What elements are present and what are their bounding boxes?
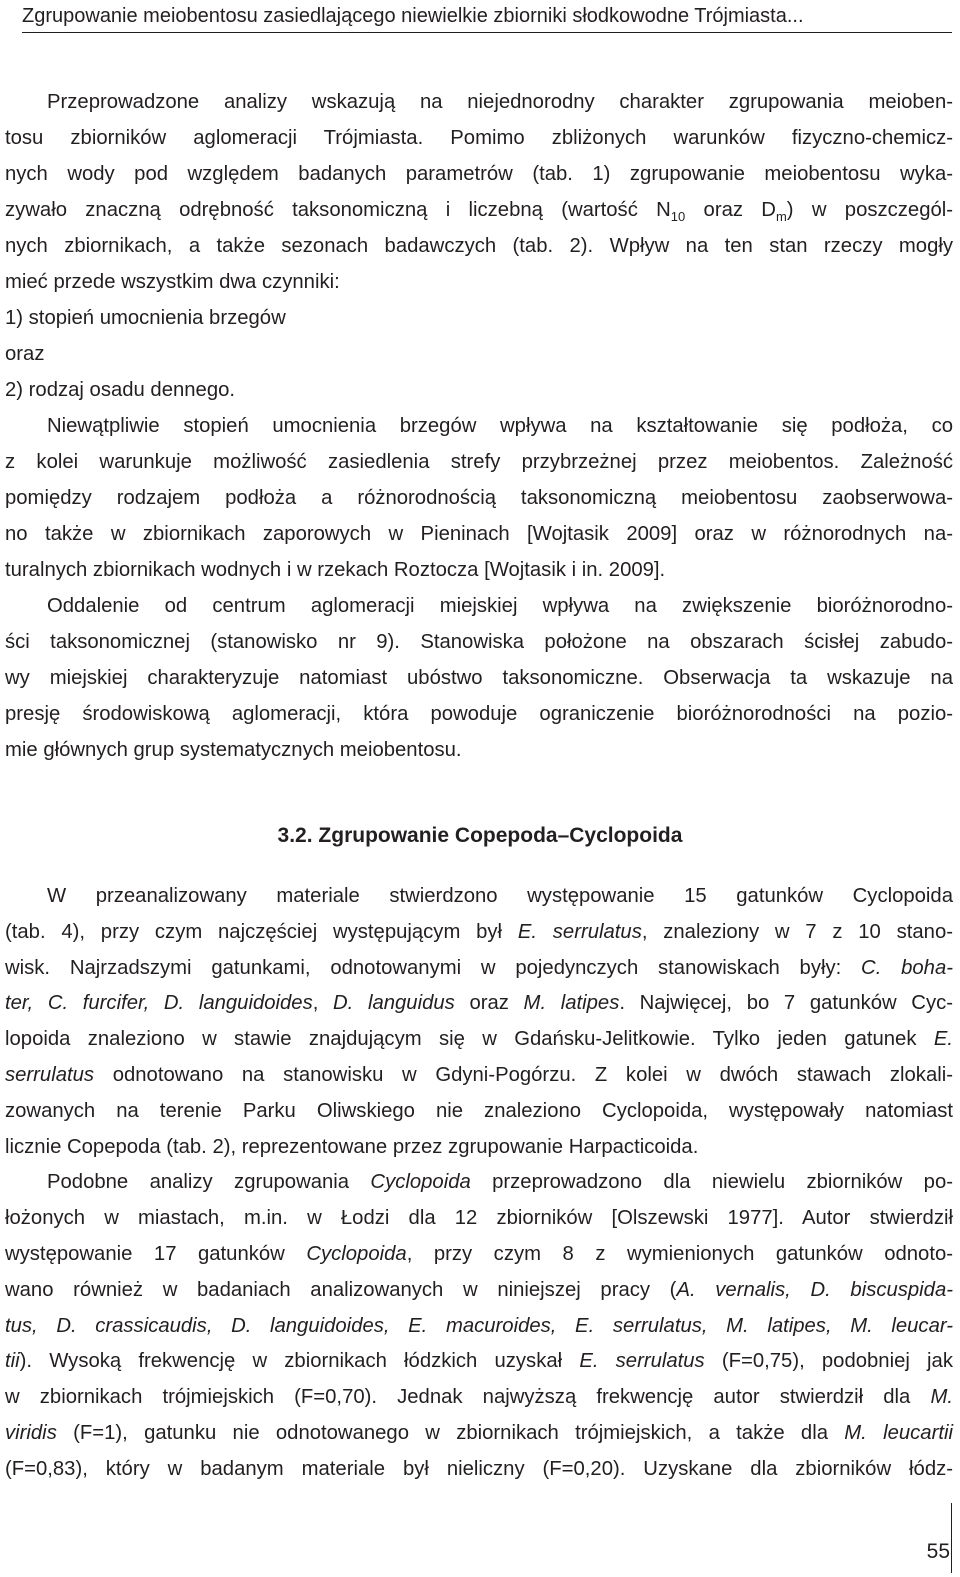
text-line [5,985,953,1021]
text-run: presję środowiskową aglomeracji, która powoduje ograniczenie bioróżnorodności na pozio- [5,703,953,725]
italic-text: M. leucartii [844,1422,953,1444]
italic-text: tii [5,1350,20,1373]
italic-text: viridis [5,1422,57,1444]
text-run: licznie Copepoda (tab. 2), reprezentowane przez zgrupowanie Harpacticoida. [5,1135,699,1158]
text-run: mie głównych grup systematycznych meiobentosu. [5,739,462,761]
text-line [5,1451,953,1487]
text-line [5,264,953,300]
text-line [5,1272,953,1308]
italic-text: M. latipes [523,992,620,1015]
text-run: nych zbiornikach, a także sezonach badawczych (tab. 2). Wpływ na ten stan rzeczy mogły [5,235,953,257]
text-line [5,1200,953,1236]
text-line [5,1379,953,1415]
text-line [5,1415,953,1451]
text-run: Przeprowadzone analizy wskazują na niejednorodny charakter zgrupowania meioben- [47,91,953,113]
text-line [47,1164,953,1200]
text-line [5,1343,953,1379]
text-line [5,950,953,986]
text-run: (F=1), gatunku nie odnotowanego w zbiornikach trójmiejskich, a także dla [56,1422,845,1444]
text-line [5,624,953,660]
italic-text: C. boha- [861,956,953,979]
text-line [47,878,953,914]
text-run: występowanie 17 gatunków [5,1243,307,1265]
text-run: (F=0,83), który w badanym materiale był nieliczny (F=0,20). Uzyskane dla zbiorników łódz- [5,1457,953,1480]
text-run: , znaleziony w 7 z 10 stano- [641,920,953,943]
text-line [5,1308,953,1344]
text-line [5,156,953,192]
text-run: Oddalenie od centrum aglomeracji miejskiej wpływa na zwiększenie bioróżnorodno- [47,595,953,617]
text-run: łożonych w miastach, m.in. w Łodzi dla 12 zbiorników [Olszewski 1977]. Autor stwierdził [5,1207,953,1230]
margin-rule [951,1503,952,1573]
text-run: zywało znaczną odrębność taksonomiczną i liczebną (wartość N [5,199,671,221]
text-run: (F=0,75), podobniej jak [704,1350,953,1373]
text-run: przeprowadzono dla niewielu zbiorników po- [470,1171,953,1194]
text-line [5,696,953,732]
italic-text: Cyclopoida [370,1171,471,1194]
text-run: turalnych zbiornikach wodnych i w rzekach Roztocza [Wojtasik i in. 2009]. [5,559,666,581]
italic-text: M. [930,1386,953,1409]
text-run: Podobne analizy zgrupowania [47,1171,371,1194]
text-run: Niewątpliwie stopień umocnienia brzegów wpływa na kształtowanie się podłoża, co [47,415,953,437]
text-line [5,1093,953,1129]
text-line [5,192,953,228]
text-run: 2) rodzaj osadu dennego. [5,379,236,401]
italic-text: serrulatus [5,1064,95,1086]
text-line [5,336,953,372]
text-line [5,120,953,156]
text-line [5,914,953,950]
text-line [5,516,953,552]
text-line [5,1057,953,1093]
italic-text: tus, D. crassicaudis, D. languidoides, E. macuroides, E. serrulatus, M. latipes, M. leucar- [5,1314,953,1337]
text-line [5,1236,953,1272]
italic-text: ter, C. furcifer, D. languidoides [5,992,313,1015]
text-run: wisk. Najrzadszymi gatunkami, odnotowanymi w pojedynczych stanowiskach były: [5,956,862,979]
text-line [5,480,953,516]
subscript: m [775,209,787,224]
text-line [5,444,953,480]
text-line [47,408,953,444]
page-number: 55 [926,1540,950,1563]
text-run: ści taksonomicznej (stanowisko nr 9). Stanowiska położone na obszarach ścisłej zabudo- [5,631,953,653]
text-run: lopoida znaleziono w stawie znajdującym się w Gdańsku-Jelitkowie. Tylko jeden gatunek [5,1028,934,1051]
italic-text: Cyclopoida [306,1243,407,1265]
text-run: mieć przede wszystkim dwa czynniki: [5,271,340,293]
text-line [47,84,953,120]
text-run: oraz D [685,199,776,221]
text-run: w zbiornikach trójmiejskich (F=0,70). Jednak najwyższą frekwencję autor stwierdził dla [5,1386,931,1409]
text-line [5,552,953,588]
text-line [5,1021,953,1057]
text-run: oraz [454,992,524,1015]
text-line [5,732,953,768]
italic-text: E. serrulatus [579,1350,705,1373]
text-run: zowanych na terenie Parku Oliwskiego nie znaleziono Cyclopoida, występowały natomiast [5,1099,953,1122]
text-run: ). Wysoką frekwencję w zbiornikach łódzkich uzyskał [19,1350,580,1373]
text-run: . Najwięcej, bo 7 gatunków Cyc- [619,992,953,1015]
text-line [47,588,953,624]
text-run: wano również w badaniach analizowanych w niniejszej pracy ( [5,1278,677,1301]
text-run: (tab. 4), przy czym najczęściej występującym był [5,920,518,943]
italic-text: D. languidus [333,992,455,1015]
italic-text: E. serrulatus [517,920,642,943]
text-run: nych wody pod względem badanych parametrów (tab. 1) zgrupowanie meiobentosu wyka- [5,163,953,185]
italic-text: E. [933,1028,953,1051]
running-head: Zgrupowanie meiobentosu zasiedlającego niewielkie zbiorniki słodkowodne Trójmiasta... [22,2,952,33]
text-run: pomiędzy rodzajem podłoża a różnorodnością taksonomiczną meiobentosu zaobserwowa- [5,487,953,509]
text-run: , przy czym 8 z wymienionych gatunków odnoto- [406,1243,953,1265]
text-run: wy miejskiej charakteryzuje natomiast ubóstwo taksonomiczne. Obserwacja ta wskazuje na [5,667,953,689]
text-run: odnotowano na stanowisku w Gdyni-Pogórzu. Z kolei w dwóch stawach zlokali- [94,1064,953,1086]
text-line [5,1129,953,1165]
text-line [5,228,953,264]
text-run: 1) stopień umocnienia brzegów [5,307,286,329]
text-run: ) w poszczegól- [786,199,954,221]
section-heading: 3.2. Zgrupowanie Copepoda–Cyclopoida [277,824,683,847]
text-run: oraz [5,343,45,365]
italic-text: A. vernalis, D. biscuspida- [676,1278,953,1301]
text-run: no także w zbiornikach zaporowych w Pieninach [Wojtasik 2009] oraz w różnorodnych na- [5,523,953,545]
text-run: , [312,992,334,1015]
text-line [5,660,953,696]
text-line [5,300,953,336]
text-line [5,372,953,408]
text-run: z kolei warunkuje możliwość zasiedlenia strefy przybrzeżnej przez meiobentos. Zależność [5,451,953,473]
text-run: tosu zbiorników aglomeracji Trójmiasta. Pomimo zbliżonych warunków fizyczno-chemicz- [5,127,953,149]
text-run: W przeanalizowany materiale stwierdzono występowanie 15 gatunków Cyclopoida [47,885,953,907]
subscript: 10 [670,209,686,224]
